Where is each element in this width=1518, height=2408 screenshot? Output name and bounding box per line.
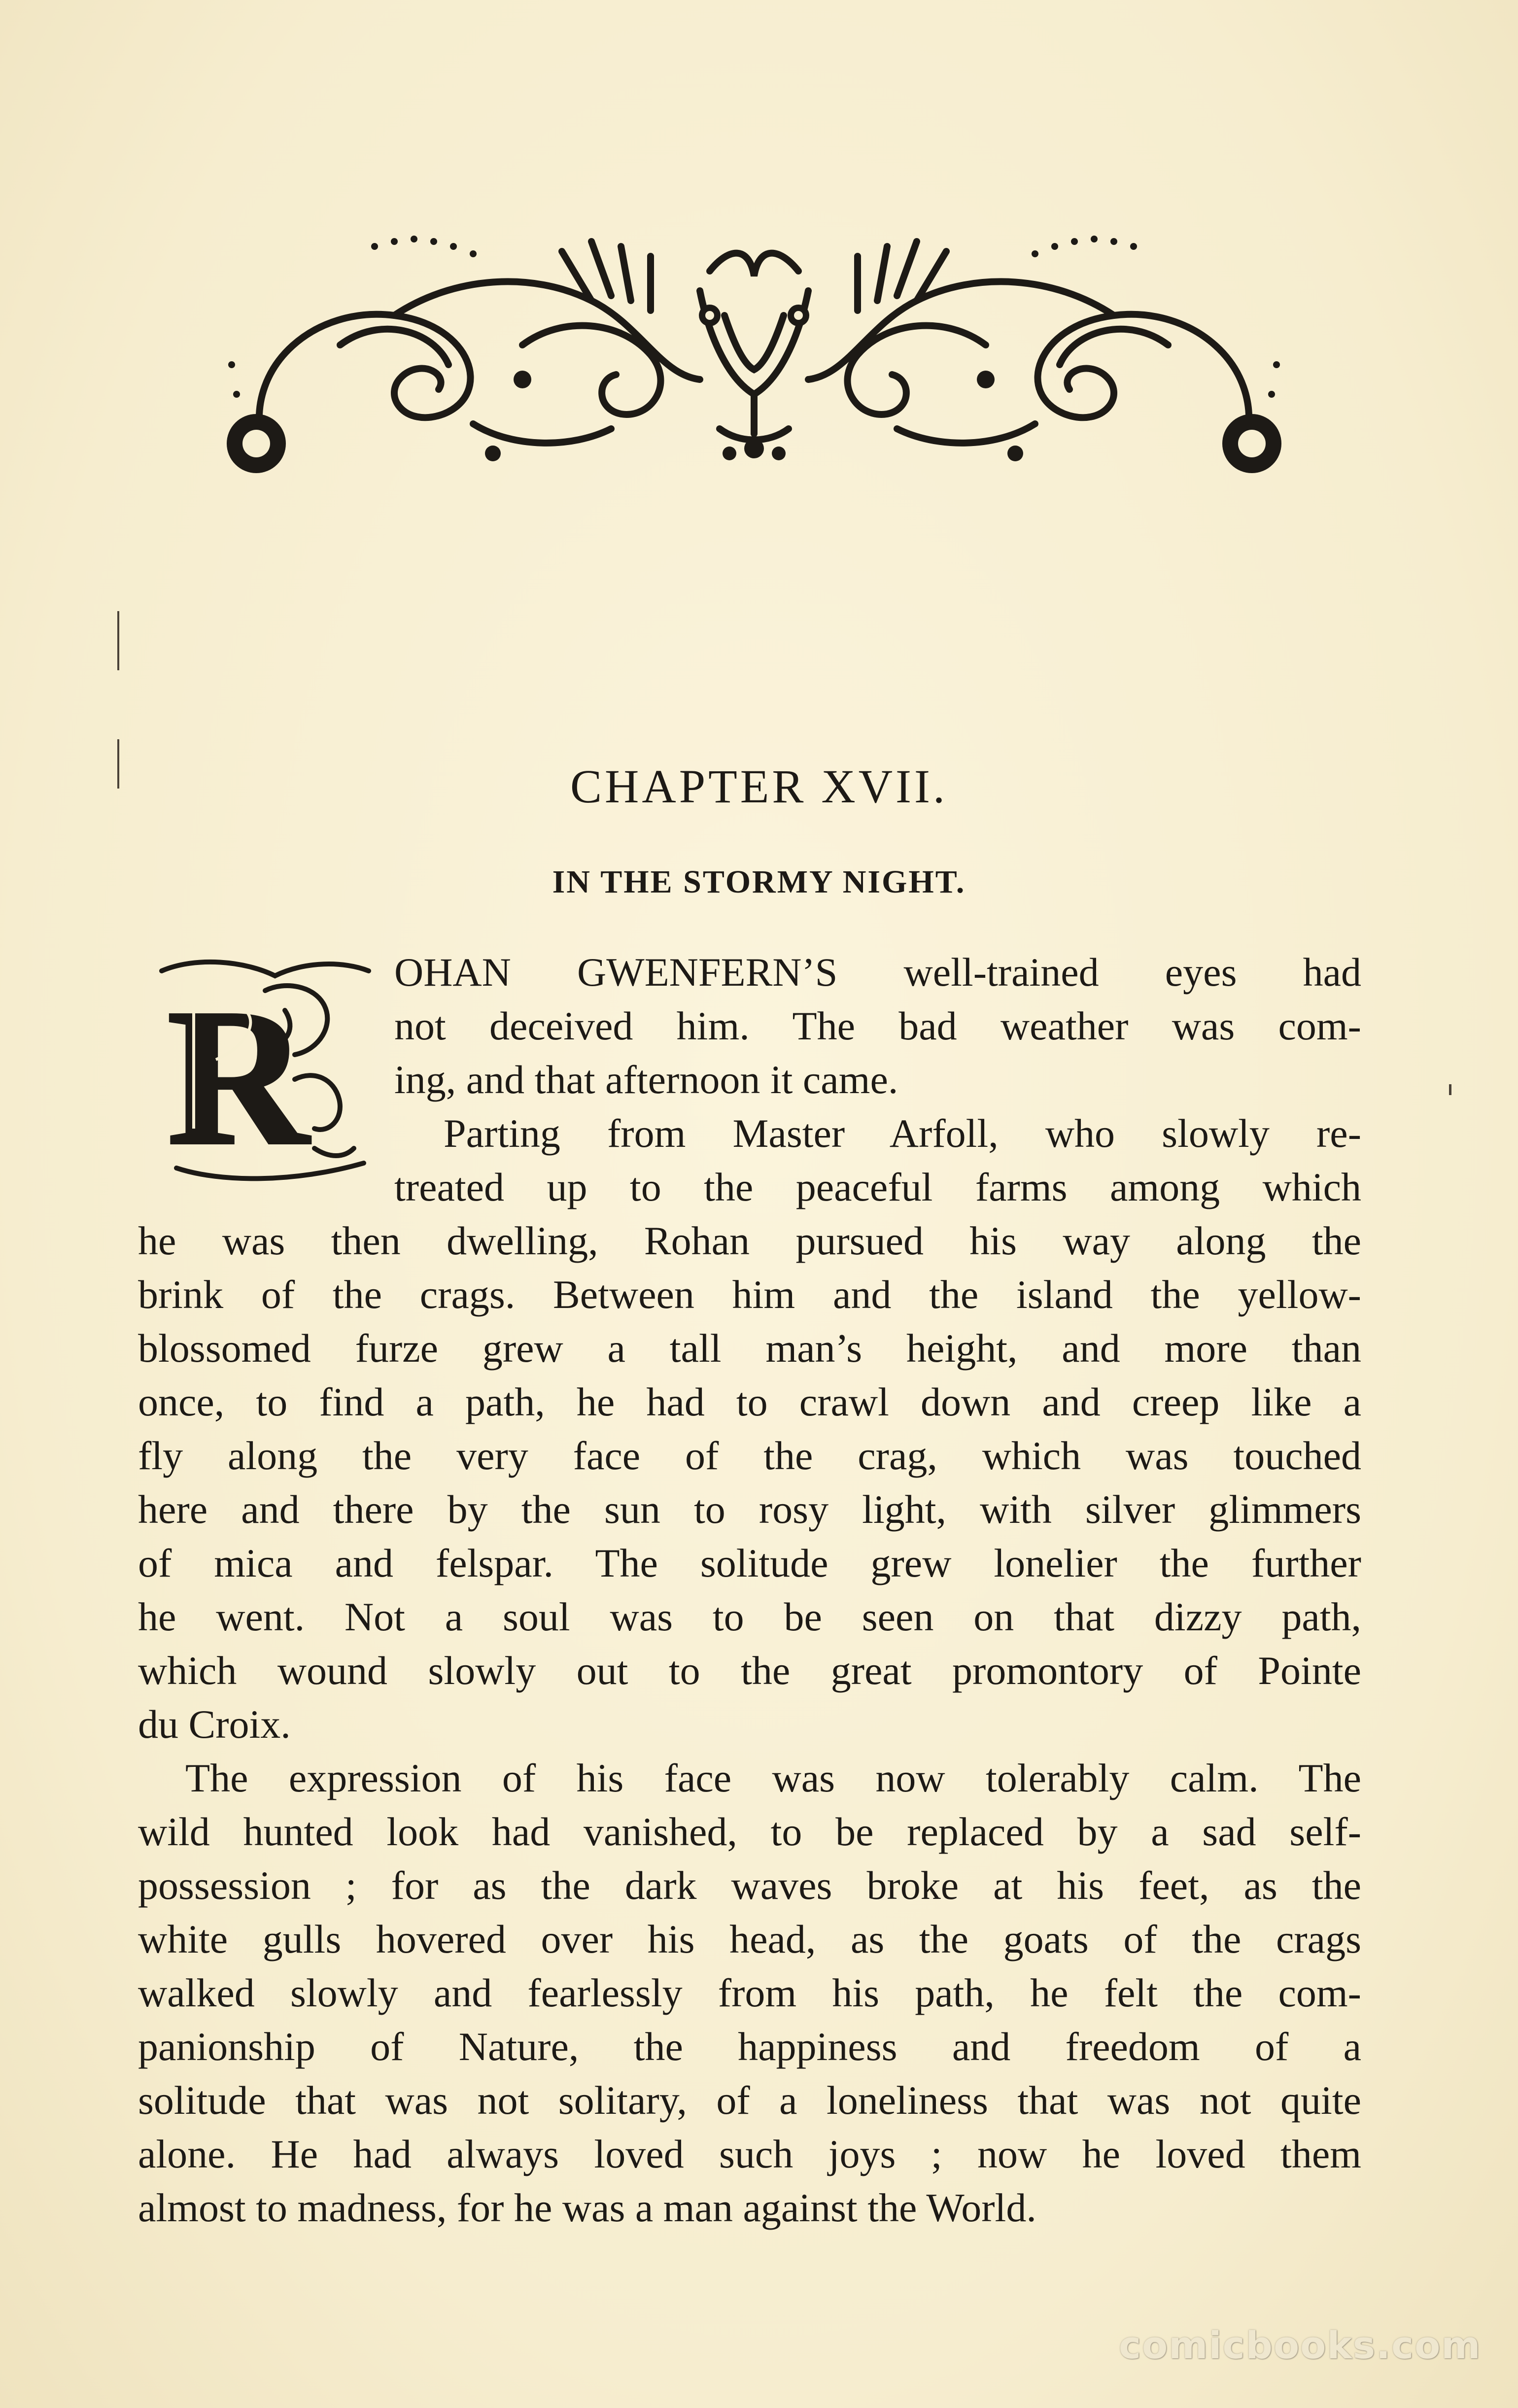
opening-paragraph bbox=[394, 945, 1361, 1214]
text-line: blossomed furze grew a tall man’s height, and more than bbox=[138, 1326, 1361, 1371]
decorated-initial-r-icon bbox=[147, 951, 383, 1188]
text-line: solitude that was not solitary, of a loneliness that was not quite bbox=[138, 2078, 1361, 2123]
chapter-subtitle: IN THE STORMY NIGHT. bbox=[552, 864, 966, 900]
chapter-title: CHAPTER XVII. bbox=[570, 760, 948, 813]
text-line: du Croix. bbox=[138, 1702, 291, 1747]
text-line: alone. He had always loved such joys ; now he loved them bbox=[138, 2132, 1361, 2176]
text-line: not deceived him. The bad weather was com- bbox=[394, 1003, 1361, 1048]
text-line: panionship of Nature, the happiness and freedom of a bbox=[138, 2024, 1361, 2069]
text-line: The expression of his face was now tolerably calm. The bbox=[185, 1755, 1361, 1800]
text-line: wild hunted look had vanished, to be replaced by a sad self- bbox=[138, 1809, 1361, 1854]
text-line: of mica and felspar. The solitude grew lonelier the further bbox=[138, 1541, 1361, 1585]
margin-mark bbox=[1449, 1084, 1451, 1095]
drop-cap-letter: R bbox=[167, 968, 309, 1186]
text-line: treated up to the peaceful farms among which bbox=[394, 1165, 1361, 1209]
text-line: which wound slowly out to the great promontory of Pointe bbox=[138, 1648, 1361, 1693]
text-line: fly along the very face of the crag, which was touched bbox=[138, 1433, 1361, 1478]
body-text bbox=[138, 1214, 1361, 2235]
headpiece-ornament-icon bbox=[217, 217, 1291, 483]
text-line: he went. Not a soul was to be seen on that dizzy path, bbox=[138, 1594, 1361, 1639]
text-line: once, to find a path, he had to crawl down and creep like a bbox=[138, 1379, 1361, 1424]
text-line: OHAN GWENFERN’S well-trained eyes had bbox=[394, 950, 1361, 995]
text-line: almost to madness, for he was a man against the World. bbox=[138, 2185, 1036, 2230]
text-line: he was then dwelling, Rohan pursued his way along the bbox=[138, 1218, 1361, 1263]
text-line: Parting from Master Arfoll, who slowly re- bbox=[444, 1111, 1361, 1156]
text-line: possession ; for as the dark waves broke at his feet, as the bbox=[138, 1863, 1361, 1908]
margin-mark bbox=[117, 739, 119, 789]
text-line: brink of the crags. Between him and the island the yellow- bbox=[138, 1272, 1361, 1317]
margin-mark bbox=[117, 611, 119, 670]
text-line: ing, and that afternoon it came. bbox=[394, 1057, 898, 1102]
watermark-text: comicbooks.com bbox=[1119, 2323, 1482, 2367]
text-line: here and there by the sun to rosy light, with silver glimmers bbox=[138, 1487, 1361, 1532]
text-line: walked slowly and fearlessly from his path, he felt the com- bbox=[138, 1970, 1361, 2015]
text-line: white gulls hovered over his head, as the goats of the crags bbox=[138, 1917, 1361, 1961]
